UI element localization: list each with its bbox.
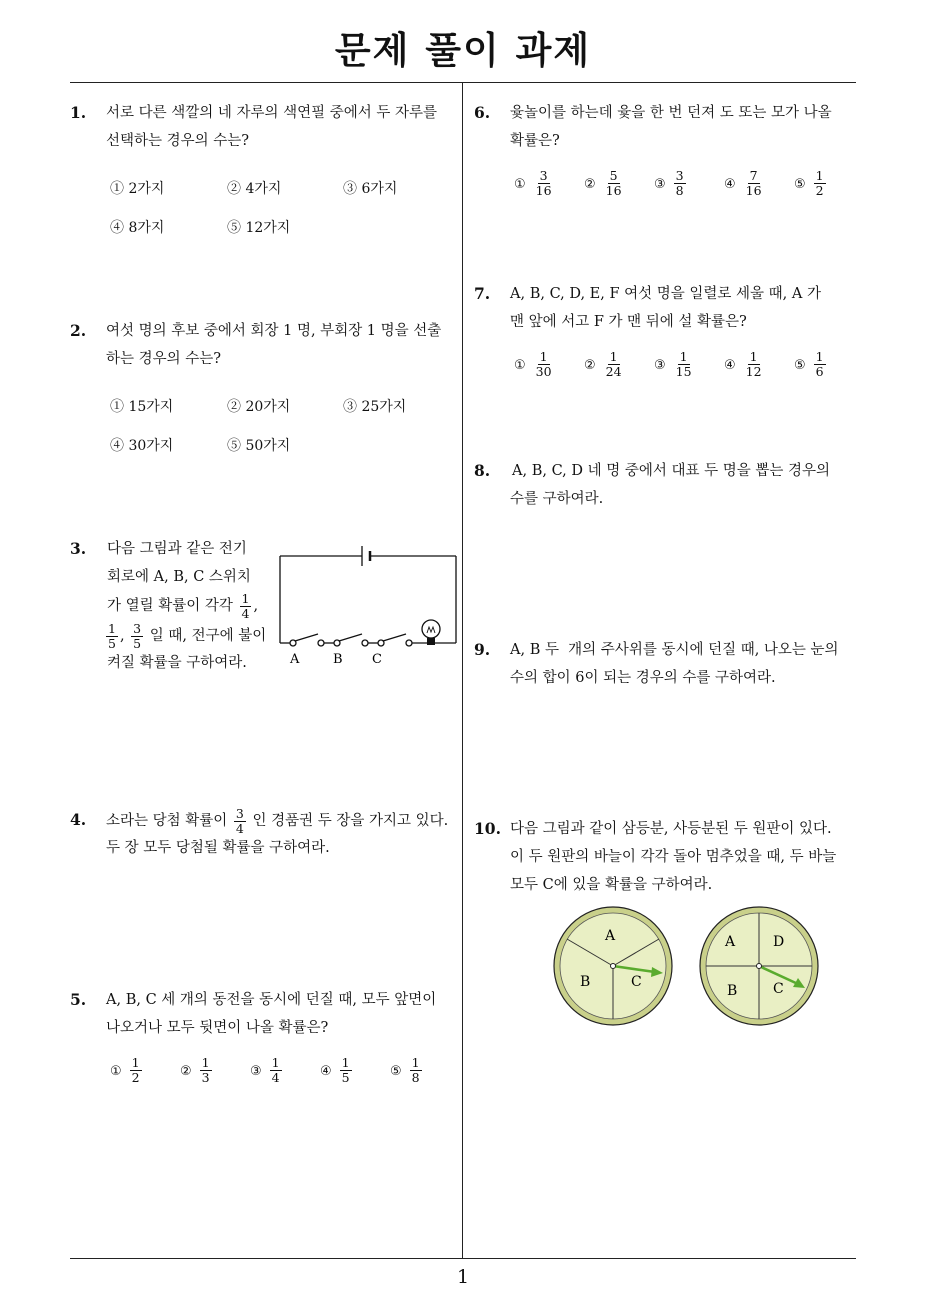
question-text: 인 경품권 두 장을 가지고 있다. bbox=[252, 813, 449, 829]
bottom-rule bbox=[70, 1258, 856, 1259]
option-mark: ④ bbox=[320, 1063, 332, 1079]
fraction bbox=[674, 169, 686, 198]
numerator: 1 bbox=[131, 1055, 140, 1070]
numerator: 3 bbox=[539, 168, 548, 183]
numerator: 1 bbox=[539, 349, 548, 364]
fraction bbox=[200, 1056, 212, 1085]
fraction bbox=[240, 592, 252, 621]
fraction bbox=[340, 1056, 352, 1085]
question-line: A, B, C, D, E, F 여섯 명을 일렬로 세울 때, A 가 bbox=[510, 286, 821, 302]
question-line bbox=[106, 806, 448, 836]
option-5[interactable] bbox=[794, 169, 828, 199]
denominator: 16 bbox=[535, 183, 552, 198]
option-4[interactable] bbox=[320, 1056, 354, 1086]
numerator: 7 bbox=[749, 168, 758, 183]
switch-b-lever bbox=[339, 634, 362, 641]
question-number: 5. bbox=[70, 990, 87, 1009]
denominator: 2 bbox=[815, 183, 824, 198]
sector-label: D bbox=[773, 934, 785, 950]
denominator: 8 bbox=[675, 183, 684, 198]
switch-label: C bbox=[372, 652, 382, 667]
numerator: 3 bbox=[235, 805, 244, 821]
option-4[interactable] bbox=[724, 350, 766, 380]
question-line: 다음 그림과 같이 삼등분, 사등분된 두 원판이 있다. bbox=[510, 821, 832, 837]
question-line: 회로에 A, B, C 스위치 bbox=[107, 569, 251, 585]
fraction bbox=[744, 169, 764, 198]
fraction bbox=[106, 622, 118, 651]
denominator: 16 bbox=[605, 183, 622, 198]
question-line: 두 장 모두 당첨될 확률을 구하여라. bbox=[106, 840, 330, 856]
denominator: 24 bbox=[605, 364, 622, 379]
question-10 bbox=[474, 815, 864, 905]
option-mark: ③ bbox=[654, 176, 666, 192]
question-text: 소라는 당첨 확률이 bbox=[106, 813, 228, 829]
question-line: $\frac{1}{5}$ , $\frac{3}{5}$ 일 때, 전구에 불이 bbox=[108, 620, 267, 651]
numerator: 1 bbox=[815, 168, 824, 183]
question-line: A, B, C 세 개의 동전을 동시에 던질 때, 모두 앞면이 bbox=[106, 992, 437, 1008]
option-mark: ⑤ bbox=[794, 357, 806, 373]
circuit-diagram bbox=[276, 543, 461, 668]
option-mark: ② bbox=[584, 176, 596, 192]
question-line: A, B, C, D 네 명 중에서 대표 두 명을 뽑는 경우의 bbox=[512, 463, 830, 479]
option-1[interactable] bbox=[110, 1056, 144, 1086]
question-line: A, B 두 개의 주사위를 동시에 던질 때, 나오는 눈의 bbox=[510, 642, 839, 658]
question-number: 10. bbox=[474, 819, 501, 838]
option-mark: ④ bbox=[724, 176, 736, 192]
sector-label: C bbox=[631, 974, 642, 990]
numerator: 1 bbox=[201, 1055, 210, 1070]
denominator: 12 bbox=[745, 364, 762, 379]
question-number: 3. bbox=[70, 539, 87, 558]
question-line: 수를 구하여라. bbox=[510, 491, 604, 507]
option-mark: ③ bbox=[654, 357, 666, 373]
fraction bbox=[674, 350, 694, 379]
option-5[interactable] bbox=[794, 350, 828, 380]
option-1[interactable] bbox=[514, 169, 556, 199]
numerator: 1 bbox=[341, 1055, 350, 1070]
numerator: 1 bbox=[815, 349, 824, 364]
spinner-pivot bbox=[611, 964, 616, 969]
option-5[interactable]: ⑤ 12가지 bbox=[227, 220, 291, 236]
question-4 bbox=[70, 806, 460, 866]
option-mark: ⑤ bbox=[390, 1063, 402, 1079]
option-mark: ① bbox=[110, 1063, 122, 1079]
column-divider bbox=[462, 82, 463, 1258]
page-title: 문제 풀이 과제 bbox=[334, 29, 592, 72]
denominator: 3 bbox=[201, 1070, 210, 1085]
numerator: 1 bbox=[271, 1055, 280, 1070]
option-2[interactable] bbox=[584, 350, 626, 380]
question-line: 윷놀이를 하는데 윷을 한 번 던져 도 또는 모가 나올 bbox=[510, 105, 832, 121]
fraction bbox=[270, 1056, 282, 1085]
question-number: 1. bbox=[70, 103, 87, 122]
option-1[interactable]: ① 2가지 bbox=[110, 181, 165, 197]
switch-label: A bbox=[290, 652, 300, 667]
option-4[interactable]: ④ 8가지 bbox=[110, 220, 165, 236]
question-line: 켜질 확률을 구하여라. bbox=[107, 655, 247, 671]
option-3[interactable] bbox=[654, 350, 696, 380]
question-line: 이 두 원판의 바늘이 각각 돌아 멈추었을 때, 두 바늘 bbox=[510, 849, 837, 865]
question-1 bbox=[70, 99, 460, 249]
fraction bbox=[131, 622, 143, 651]
numerator: 3 bbox=[133, 620, 142, 636]
denominator: 6 bbox=[815, 364, 824, 379]
option-mark: ② bbox=[584, 357, 596, 373]
option-1[interactable] bbox=[514, 350, 556, 380]
question-5 bbox=[70, 986, 460, 1096]
question-9 bbox=[474, 636, 864, 696]
question-8 bbox=[474, 457, 864, 517]
option-mark: ① bbox=[514, 176, 526, 192]
option-2[interactable]: ② 20가지 bbox=[227, 399, 291, 415]
denominator: 30 bbox=[535, 364, 552, 379]
question-line: 가 열릴 확률이 각각 $\frac{1}{4}$ , bbox=[107, 590, 259, 621]
bulb-base bbox=[427, 638, 435, 645]
question-7 bbox=[474, 280, 864, 400]
option-3[interactable] bbox=[250, 1056, 284, 1086]
question-line: 여섯 명의 후보 중에서 회장 1 명, 부회장 1 명을 선출 bbox=[106, 323, 442, 339]
fraction bbox=[534, 350, 554, 379]
spinner-pivot bbox=[757, 964, 762, 969]
numerator: 1 bbox=[108, 620, 116, 636]
fraction bbox=[744, 350, 764, 379]
question-number: 2. bbox=[70, 321, 87, 340]
option-5[interactable] bbox=[390, 1056, 424, 1086]
denominator: 2 bbox=[131, 1070, 140, 1085]
denominator: 15 bbox=[675, 364, 692, 379]
denominator: 5 bbox=[108, 635, 116, 651]
switch-terminal bbox=[318, 640, 324, 646]
option-mark: ① bbox=[514, 357, 526, 373]
fraction bbox=[814, 350, 826, 379]
sector-label: A bbox=[605, 928, 616, 944]
question-line: 수의 합이 6이 되는 경우의 수를 구하여라. bbox=[510, 670, 776, 686]
question-2 bbox=[70, 317, 460, 467]
option-2[interactable] bbox=[180, 1056, 214, 1086]
question-line: 나오거나 모두 뒷면이 나올 확률은? bbox=[106, 1020, 329, 1036]
fraction bbox=[604, 350, 624, 379]
denominator: 4 bbox=[241, 605, 250, 621]
question-6 bbox=[474, 99, 864, 219]
denominator: 8 bbox=[411, 1070, 420, 1085]
fraction bbox=[604, 169, 624, 198]
option-mark: ⑤ bbox=[794, 176, 806, 192]
question-line: 다음 그림과 같은 전기 bbox=[107, 541, 247, 557]
question-text: 일 때, 전구에 불이 bbox=[149, 628, 267, 644]
option-mark: ④ bbox=[724, 357, 736, 373]
option-3[interactable]: ③ 6가지 bbox=[343, 181, 398, 197]
numerator: 5 bbox=[609, 168, 618, 183]
option-2[interactable] bbox=[584, 169, 626, 199]
question-number: 4. bbox=[70, 810, 87, 829]
question-line: 모두 C에 있을 확률을 구하여라. bbox=[510, 877, 713, 893]
question-number: 7. bbox=[474, 284, 491, 303]
fraction bbox=[130, 1056, 142, 1085]
question-line: 확률은? bbox=[510, 133, 560, 149]
question-number: 9. bbox=[474, 640, 491, 659]
denominator: 4 bbox=[271, 1070, 280, 1085]
bulb-filament bbox=[427, 627, 435, 633]
numerator: 1 bbox=[749, 349, 758, 364]
fraction bbox=[814, 169, 826, 198]
page-number: 1 bbox=[456, 1266, 470, 1288]
switch-c-lever bbox=[383, 634, 406, 641]
numerator: 3 bbox=[675, 168, 684, 183]
fraction bbox=[534, 169, 554, 198]
fraction bbox=[410, 1056, 422, 1085]
option-4[interactable]: ④ 30가지 bbox=[110, 438, 174, 454]
option-5[interactable]: ⑤ 50가지 bbox=[227, 438, 291, 454]
option-2[interactable]: ② 4가지 bbox=[227, 181, 282, 197]
question-line: 선택하는 경우의 수는? bbox=[106, 133, 250, 149]
denominator: 4 bbox=[235, 820, 244, 836]
numerator: 1 bbox=[411, 1055, 420, 1070]
bulb-glass bbox=[422, 620, 440, 638]
option-mark: ③ bbox=[250, 1063, 262, 1079]
top-rule bbox=[70, 82, 856, 83]
spinner-disk-four bbox=[697, 904, 821, 1028]
option-1[interactable]: ① 15가지 bbox=[110, 399, 174, 415]
denominator: 5 bbox=[341, 1070, 350, 1085]
option-4[interactable] bbox=[724, 169, 766, 199]
question-number: 8. bbox=[474, 461, 491, 480]
question-line: 하는 경우의 수는? bbox=[106, 351, 222, 367]
question-line: 맨 앞에 서고 F 가 맨 뒤에 설 확률은? bbox=[510, 314, 747, 330]
sector-label: B bbox=[580, 974, 591, 990]
numerator: 1 bbox=[679, 349, 688, 364]
switch-a-lever bbox=[295, 634, 318, 641]
numerator: 1 bbox=[241, 590, 250, 606]
switch-label: B bbox=[333, 652, 343, 667]
option-mark: ② bbox=[180, 1063, 192, 1079]
question-number: 6. bbox=[474, 103, 491, 122]
sector-label: A bbox=[725, 934, 736, 950]
spinner-disk-three bbox=[551, 904, 675, 1028]
sector-label: C bbox=[773, 981, 784, 997]
option-3[interactable] bbox=[654, 169, 688, 199]
denominator: 16 bbox=[745, 183, 762, 198]
fraction bbox=[234, 807, 246, 836]
question-line: 서로 다른 색깔의 네 자루의 색연필 중에서 두 자루를 bbox=[106, 105, 438, 121]
switch-terminal bbox=[362, 640, 368, 646]
denominator: 5 bbox=[133, 635, 142, 651]
switch-terminal bbox=[406, 640, 412, 646]
sector-label: B bbox=[727, 983, 738, 999]
option-3[interactable]: ③ 25가지 bbox=[343, 399, 407, 415]
question-text: 가 열릴 확률이 각각 bbox=[107, 598, 233, 614]
numerator: 1 bbox=[609, 349, 618, 364]
